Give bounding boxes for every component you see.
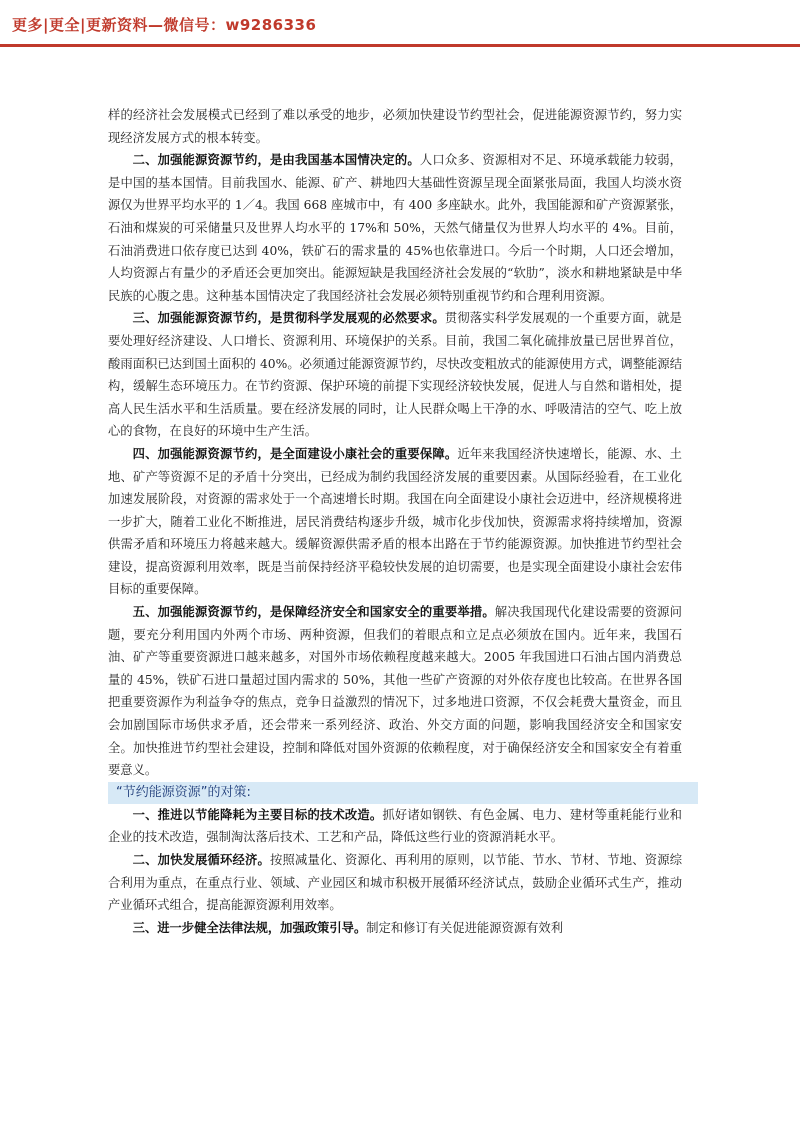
paragraph [108,601,682,782]
paragraph [108,443,682,601]
paragraph-text: 近年来我国经济快速增长，能源、水、土地、矿产等资源不足的矛盾十分突出，已经成为制约我国经济发展的重要因素。从国际经验看，在工业化加速发展阶段，对资源的需求处于一个高速增长时期。我国在向全面建设小康社会迈进中，经济规模将进一步扩大，随着工业化不断推进，居民消费结构逐步升级，城市化步伐加快，资源需求将持续增加，资源供需矛盾和环境压力将越来越大。缓解资源供需矛盾的根本出路在于节约能源资源。加快推进节约型社会建设，提高资源利用效率，既是当前保持经济平稳较快发展的迫切需要，也是实现全面建设小康社会宏伟目标的重要保障。 [108,446,682,597]
importance-section [108,104,682,782]
paragraph-lead-heading: 三、进一步健全法律法规，加强政策引导。 [132,919,367,935]
paragraph-lead-heading: 四、加强能源资源节约，是全面建设小康社会的重要保障。 [132,445,458,461]
paragraph-text: 解决我国现代化建设需要的资源问题，要充分利用国内外两个市场、两种资源，但我们的着眼点和立足点必须放在国内。近年来，我国石油、矿产等重要资源进口越来越多，对国外市场依赖程度越来越大。2005 年我国进口石油占国内消费总量的 45%，铁矿石进口量超过国内需求的 50%，其他一些矿产资源的对外依存度也比较高。在世界各国把重要资源作为利益争夺的焦点，竞争日益激烈的情况下，过多地进口资源，不仅会耗费大量资金，而且会加剧国际市场供求矛盾，还会带来一系列经济、政治、外交方面的问题，影响我国经济安全和国家安全。加快推进节约型社会建设，控制和降低对国外资源的依赖程度，对于确保经济安全和国家安全有着重要意义。 [108,605,682,778]
paragraph [108,849,682,917]
document-body [108,104,682,939]
paragraph [108,307,682,443]
paragraph-text: 制定和修订有关促进能源资源有效利 [366,920,564,935]
paragraph-lead-heading: 二、加强能源资源节约，是由我国基本国情决定的。 [132,152,420,168]
paragraph-text: 按照减量化、资源化、再利用的原则，以节能、节水、节材、节地、资源综合利用为重点，在重点行业、领域、产业园区和城市积极开展循环经济试点，鼓励企业循环式生产，推动产业循环式组合，提高能源资源利用效率。 [108,853,682,913]
paragraph-lead-heading: 五、加强能源资源节约，是保障经济安全和国家安全的重要举措。 [132,604,495,620]
paragraph [108,917,682,940]
countermeasures-section [108,804,682,940]
paragraph-lead-heading: 一、推进以节能降耗为主要目标的技术改造。 [132,806,383,822]
paragraph-lead-heading: 二、加快发展循环经济。 [132,852,270,867]
paragraph-text: 抓好诸如钢铁、有色金属、电力、建材等重耗能行业和企业的技术改造，强制淘汰落后技术、工艺和产品，降低这些行业的资源消耗水平。 [108,807,682,845]
paragraph-text: 人口众多、资源相对不足、环境承载能力较弱，是中国的基本国情。目前我国水、能源、矿产、耕地四大基础性资源呈现全面紧张局面，我国人均淡水资源仅为世界平均水平的 1／4。我国 668 座城市中，有 400 多座缺水。此外，我国能源和矿产资源紧张，石油和煤炭的可采储量只及世界人均水平的 17%和 50%，天然气储量仅为世界人均水平的 4%。目前，石油消费进口依存度已达到 40%，铁矿石的需求量的 45%也依靠进口。今后一个时期，人口还会增加，人均资源占有量少的矛盾还会更加突出。能源短缺是我国经济社会发展的“软肋”，淡水和耕地紧缺是中华民族的心腹之患。这种基本国情决定了我国经济社会发展必须特别重视节约和合理利用资源。 [108,153,683,303]
paragraph [108,149,682,307]
countermeasures-heading: “节约能源资源”的对策: [108,782,698,804]
paragraph-text: 贯彻落实科学发展观的一个重要方面，就是要处理好经济建设、人口增长、资源利用、环境保护的关系。目前，我国二氧化硫排放量已居世界首位，酸雨面积已达到国土面积的 40%。必须通过能源资源节约，尽快改变粗放式的能源使用方式，调整能源结构，缓解生态环境压力。在节约资源、保护环境的前提下实现经济较快发展，促进人与自然和谐相处，提高人民生活水平和生活质量。要在经济发展的同时，让人民群众喝上干净的水、呼吸清洁的空气、吃上放心的食物，在良好的环境中生产生活。 [108,311,682,439]
paragraph [108,104,682,149]
paragraph-text: 样的经济社会发展模式已经到了难以承受的地步，必须加快建设节约型社会，促进能源资源节约，努力实现经济发展方式的根本转变。 [108,108,682,145]
wechat-promo-banner: 更多|更全|更新资料—微信号：w9286336 [12,16,317,34]
banner-divider [0,44,800,47]
paragraph-lead-heading: 三、加强能源资源节约，是贯彻科学发展观的必然要求。 [132,310,445,326]
paragraph [108,804,682,849]
